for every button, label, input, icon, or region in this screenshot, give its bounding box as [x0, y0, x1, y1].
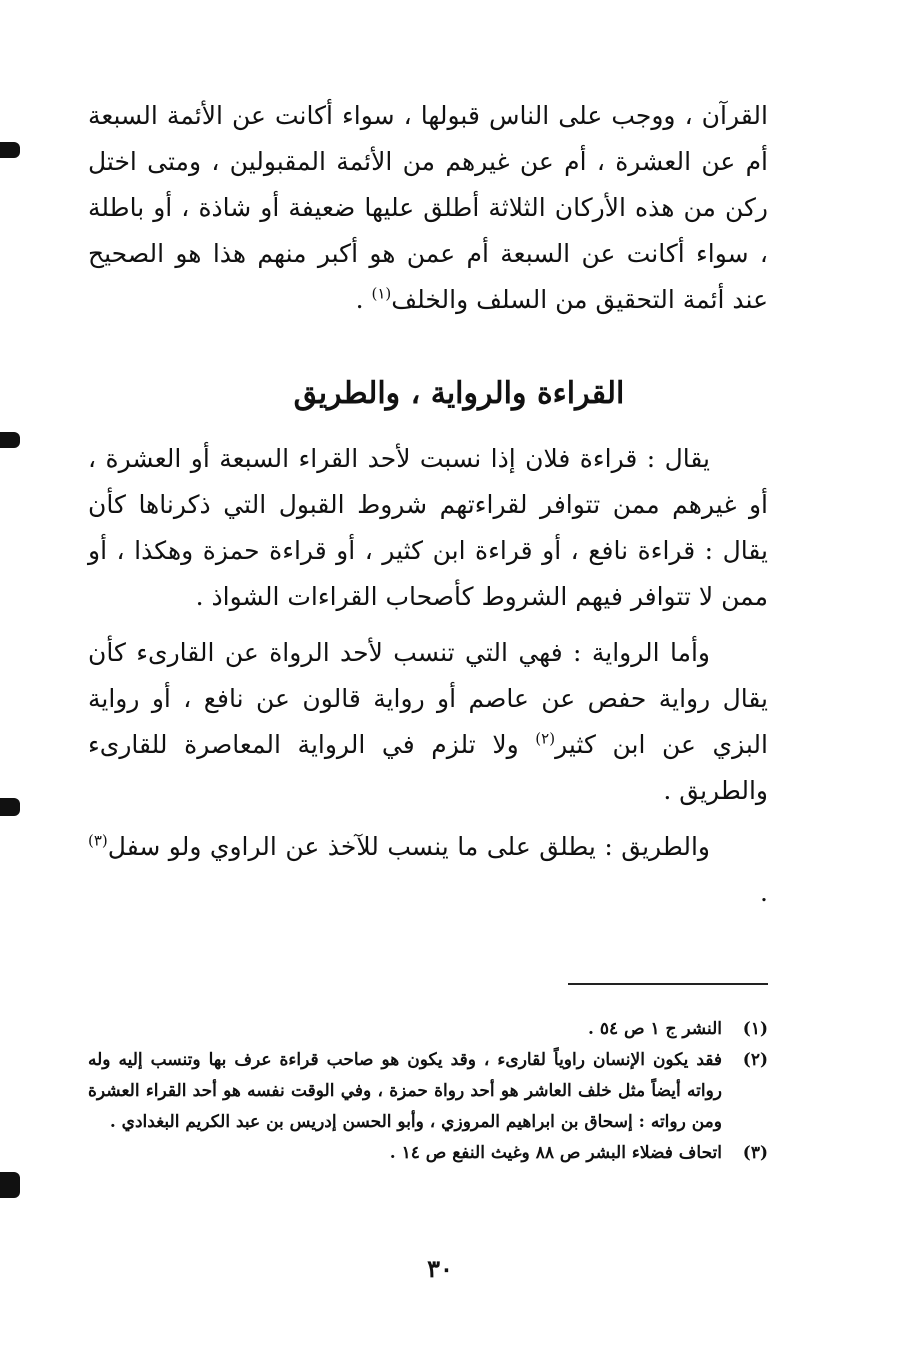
paragraph-tariq: [88, 824, 768, 916]
footnote-number: (٢): [742, 1050, 768, 1070]
intro-paragraph: [88, 93, 768, 323]
footnote-item: [88, 1045, 768, 1138]
margin-mark: [0, 432, 20, 448]
footnote-number: (٣): [742, 1143, 768, 1163]
footnote-item: [88, 1014, 768, 1045]
paragraph-qiraa: يقال : قراءة فلان إذا نسبت لأحد القراء السبعة أو العشرة ، أو غيرهم ممن تتوافر لقراءتهم شروط القبول التي ذكرناها كأن يقال : قراءة نافع ، أو قراءة ابن كثير ، أو قراءة حمزة وهكذا ، أو ممن لا تتوافر فيهم الشروط كأصحاب القراءات الشواذ .: [88, 444, 768, 611]
section-heading: القراءة والرواية ، والطريق: [293, 376, 625, 411]
paragraph-tariq-end: .: [760, 878, 768, 907]
paragraph-tariq-text: والطريق : يطلق على ما ينسب للآخذ عن الراوي ولو سفل: [107, 832, 710, 861]
footnote-item: [88, 1138, 768, 1169]
intro-paragraph-text: القرآن ، ووجب على الناس قبولها ، سواء أكانت عن الأئمة السبعة أم عن العشرة ، أم عن غيرهم من الأئمة المقبولين ، ومتى اختل ركن من هذه الأركان الثلاثة أطلق عليها ضعيفة أو شاذة ، أو باطلة ، سواء أكانت عن السبعة أم عمن هو أكبر منهم هذا هو الصحيح عند أئمة التحقيق من السلف والخلف: [88, 101, 768, 314]
footnote-text: النشر ج ١ ص ٥٤ .: [587, 1019, 722, 1039]
paragraph-riwaya-text: وأما الرواية : فهي التي تنسب لأحد الرواة عن القارىء كأن يقال رواية حفص عن عاصم أو رواية قالون عن نافع ، أو رواية البزي عن ابن كثير: [88, 638, 768, 759]
footnote-ref-2: (٢): [535, 729, 556, 748]
page-number: ٣٠: [427, 1254, 453, 1283]
footnote-text: فقد يكون الإنسان راوياً لقارىء ، وقد يكون هو صاحب قراءة عرف بها وتنسب إليه وله رواته أيضاً مثل خلف العاشر هو أحد رواة حمزة ، وفي الوقت نفسه هو أحد القراء العشرة ومن رواته : إسحاق بن ابراهيم المروزي ، وأبو الحسن إدريس بن عبد الكريم البغدادي .: [88, 1050, 722, 1132]
margin-mark: [0, 1172, 20, 1198]
footnote-ref-1: (١): [371, 284, 392, 303]
footnote-text: اتحاف فضلاء البشر ص ٨٨ وغيث النفع ص ١٤ .: [389, 1143, 722, 1163]
body-text-block: [88, 436, 768, 916]
footnote-number: (١): [742, 1019, 768, 1039]
margin-mark: [0, 142, 20, 158]
margin-mark: [0, 798, 20, 816]
intro-text-block: [88, 93, 768, 323]
intro-paragraph-end: .: [355, 285, 372, 314]
footnote-separator: [568, 983, 768, 985]
paragraph-riwaya: [88, 630, 768, 814]
footnotes-list: [88, 1014, 768, 1169]
paragraph-riwaya-end: ولا تلزم في الرواية المعاصرة للقارىء والطريق .: [88, 730, 768, 805]
footnote-ref-3: (٣): [88, 831, 108, 850]
